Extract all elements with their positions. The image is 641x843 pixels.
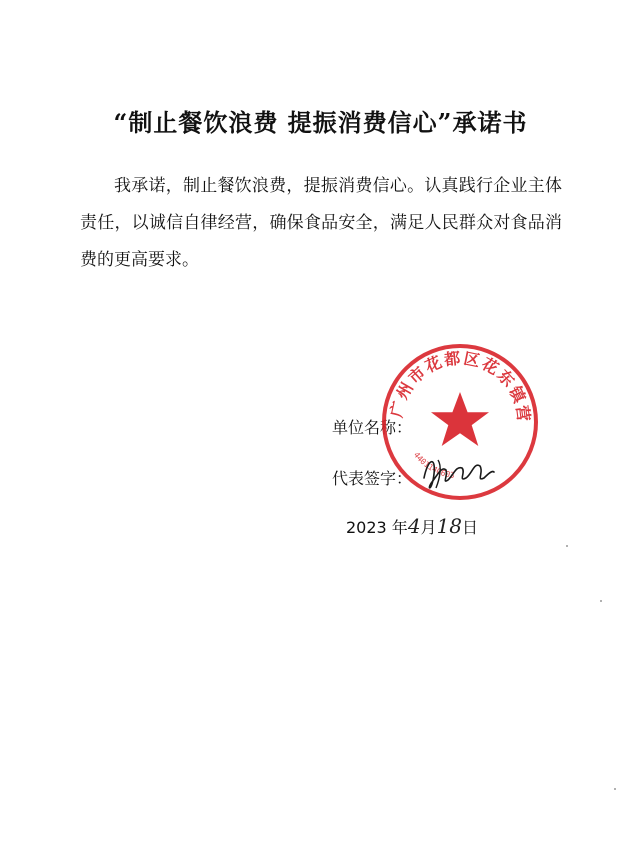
unit-name-label: 单位名称：: [332, 418, 413, 437]
date-month-unit: 月: [420, 518, 437, 537]
date-day: 18: [436, 514, 463, 538]
document-title: “制止餐饮浪费 提振消费信心”承诺书: [113, 108, 528, 137]
date-month: 4: [407, 514, 421, 538]
scan-speck: [600, 600, 602, 602]
date-day-unit: 日: [462, 518, 479, 537]
date-year: 2023 年: [346, 518, 408, 537]
scan-speck: [566, 545, 568, 547]
signing-date: [346, 514, 478, 538]
seal-text: 广州市花都区花东镇营: [386, 348, 534, 425]
pledge-body-text: 我承诺，制止餐饮浪费，提振消费信心。认真践行企业主体责任，以诚信自律经营，确保食品安全，满足人民群众对食品消费的更高要求。: [80, 176, 562, 270]
handwritten-signature: [418, 448, 498, 492]
seal-star-icon: [431, 392, 489, 446]
scan-speck: [614, 788, 616, 790]
seal-number: 4401140603: [411, 450, 456, 481]
representative-signature-label: 代表签字：: [332, 469, 413, 488]
